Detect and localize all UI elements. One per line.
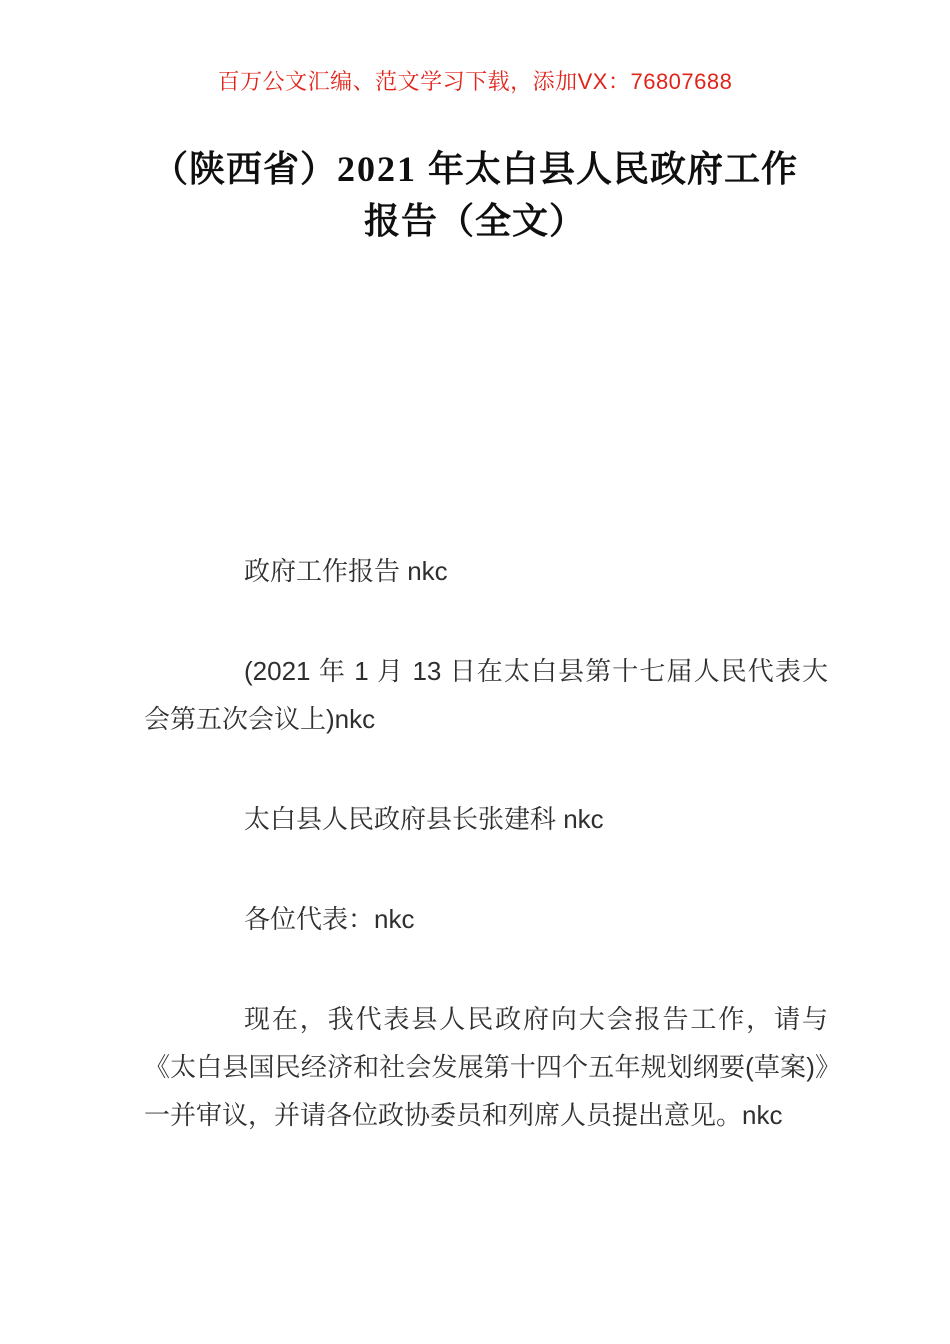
promo-banner: 百万公文汇编、范文学习下载，添加VX：76807688 bbox=[217, 69, 733, 94]
document-body bbox=[144, 547, 828, 1139]
title-suffix: 年太白县人民政府工作报告（全文） bbox=[363, 148, 799, 241]
paragraph-speaker-line: 太白县人民政府县长张建科 nkc bbox=[244, 804, 604, 834]
paragraph-report-heading: 政府工作报告 nkc bbox=[244, 556, 448, 586]
paragraph-session-line: (2021 年 1 月 13 日在太白县第十七届人民代表大会第五次会议上)nkc bbox=[144, 656, 828, 734]
paragraph-opening-statement: 现在，我代表县人民政府向大会报告工作，请与《太白县国民经济和社会发展第十四个五年规划纲要(草案)》一并审议，并请各位政协委员和列席人员提出意见。nkc bbox=[144, 1004, 828, 1130]
title-prefix: （陕西省） bbox=[151, 148, 337, 189]
title-year: 2021 bbox=[337, 149, 417, 189]
paragraph-salutation: 各位代表：nkc bbox=[244, 904, 415, 934]
document-title bbox=[135, 143, 815, 247]
